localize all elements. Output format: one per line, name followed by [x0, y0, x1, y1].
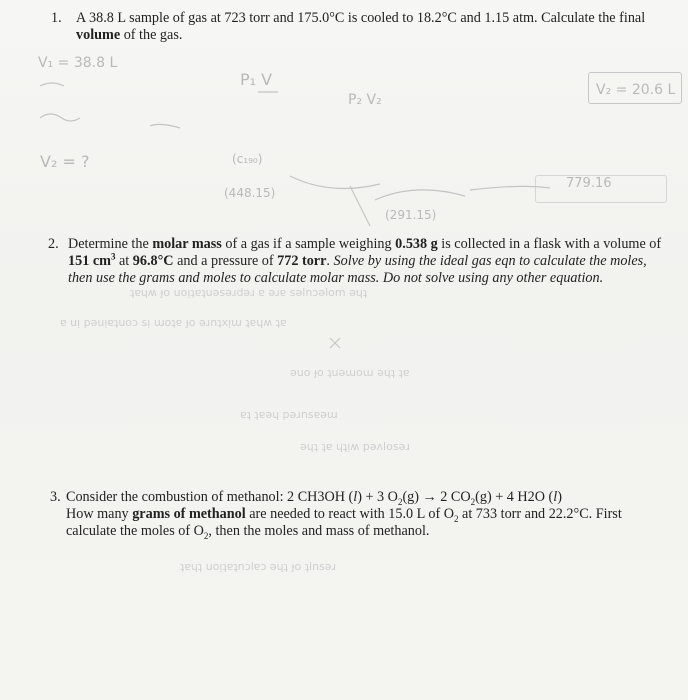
bleed-through-text: ǝɥʇ ʇɐ ɥʇᴉʍ pǝʌlosǝɹ — [300, 440, 410, 453]
pencil-mark: 779.16 — [566, 176, 612, 191]
question-text: Consider the combustion of methanol: 2 CH3OH (l) + 3 $O_2(g) \to 2$ $CO_2(g) + 4$ H2O (l) How many grams of methanol are needed to react with 15.0 L of $O_2$ at 733 torr and 22.2°C. First calculate the moles of $O_2$, then the moles and mass of methanol. — [66, 489, 622, 541]
bleed-through-text: ʇɐɥʇ uoᴉʇɐʇnɔlɐɔ ǝɥʇ ɟo ʇlnsǝɹ — [180, 560, 337, 573]
question-2 — [48, 236, 678, 287]
pencil-mark: P₁ V — [240, 70, 273, 89]
question-text: Determine the molar mass of a gas if a sample weighing 0.538 g is collected in a flask with a volume of 151 $cm^3$ at 96.8°C and a pressure of 772 torr. Solve by using the ideal gas eqn to calculate the moles, then use the grams and moles to calculate molar mass. Do not solve using any other equation. — [68, 236, 662, 286]
bleed-through-text: ǝuo ɟo ʇuǝɯoɯ ǝɥʇ ʇɐ — [290, 366, 410, 379]
pencil-mark: V₂ = 20.6 L — [596, 82, 676, 98]
question-3 — [50, 489, 666, 541]
pencil-mark: (291.15) — [385, 208, 437, 222]
bleed-through-text: ɐ uᴉ pǝuᴉɐʇuoɔ sᴉ ɯoʇɐ ɟo ǝɹnʇxᴉɯ ʇɐɥʍ ʇɐ — [60, 316, 287, 329]
bleed-through-text: ɐʇ ʇɐǝɥ pǝɹnsɐǝɯ — [240, 408, 338, 421]
pencil-mark: V₁ = 38.8 L — [38, 55, 118, 71]
pencil-mark: (c₁₉₀) — [232, 152, 263, 166]
pencil-mark: V₂ = ? — [40, 152, 90, 171]
question-1 — [51, 10, 676, 44]
bleed-through-text: ʇɐɥʍ ɟo uoᴉʇɐʇuǝsǝɹdǝɹ ɐ ǝɹɐ sǝlnɔǝlom ǝɥʇ — [130, 286, 368, 299]
pencil-mark: P₂ V₂ — [348, 92, 382, 108]
question-number: 2. — [48, 236, 59, 252]
question-number: 1. — [51, 10, 62, 26]
question-number: 3. — [50, 489, 61, 505]
pencil-mark: (448.15) — [224, 186, 276, 200]
question-text: A 38.8 L sample of gas at 723 torr and 175.0°C is cooled to 18.2°C and 1.15 atm. Calculate the final volume of the gas. — [76, 10, 646, 43]
